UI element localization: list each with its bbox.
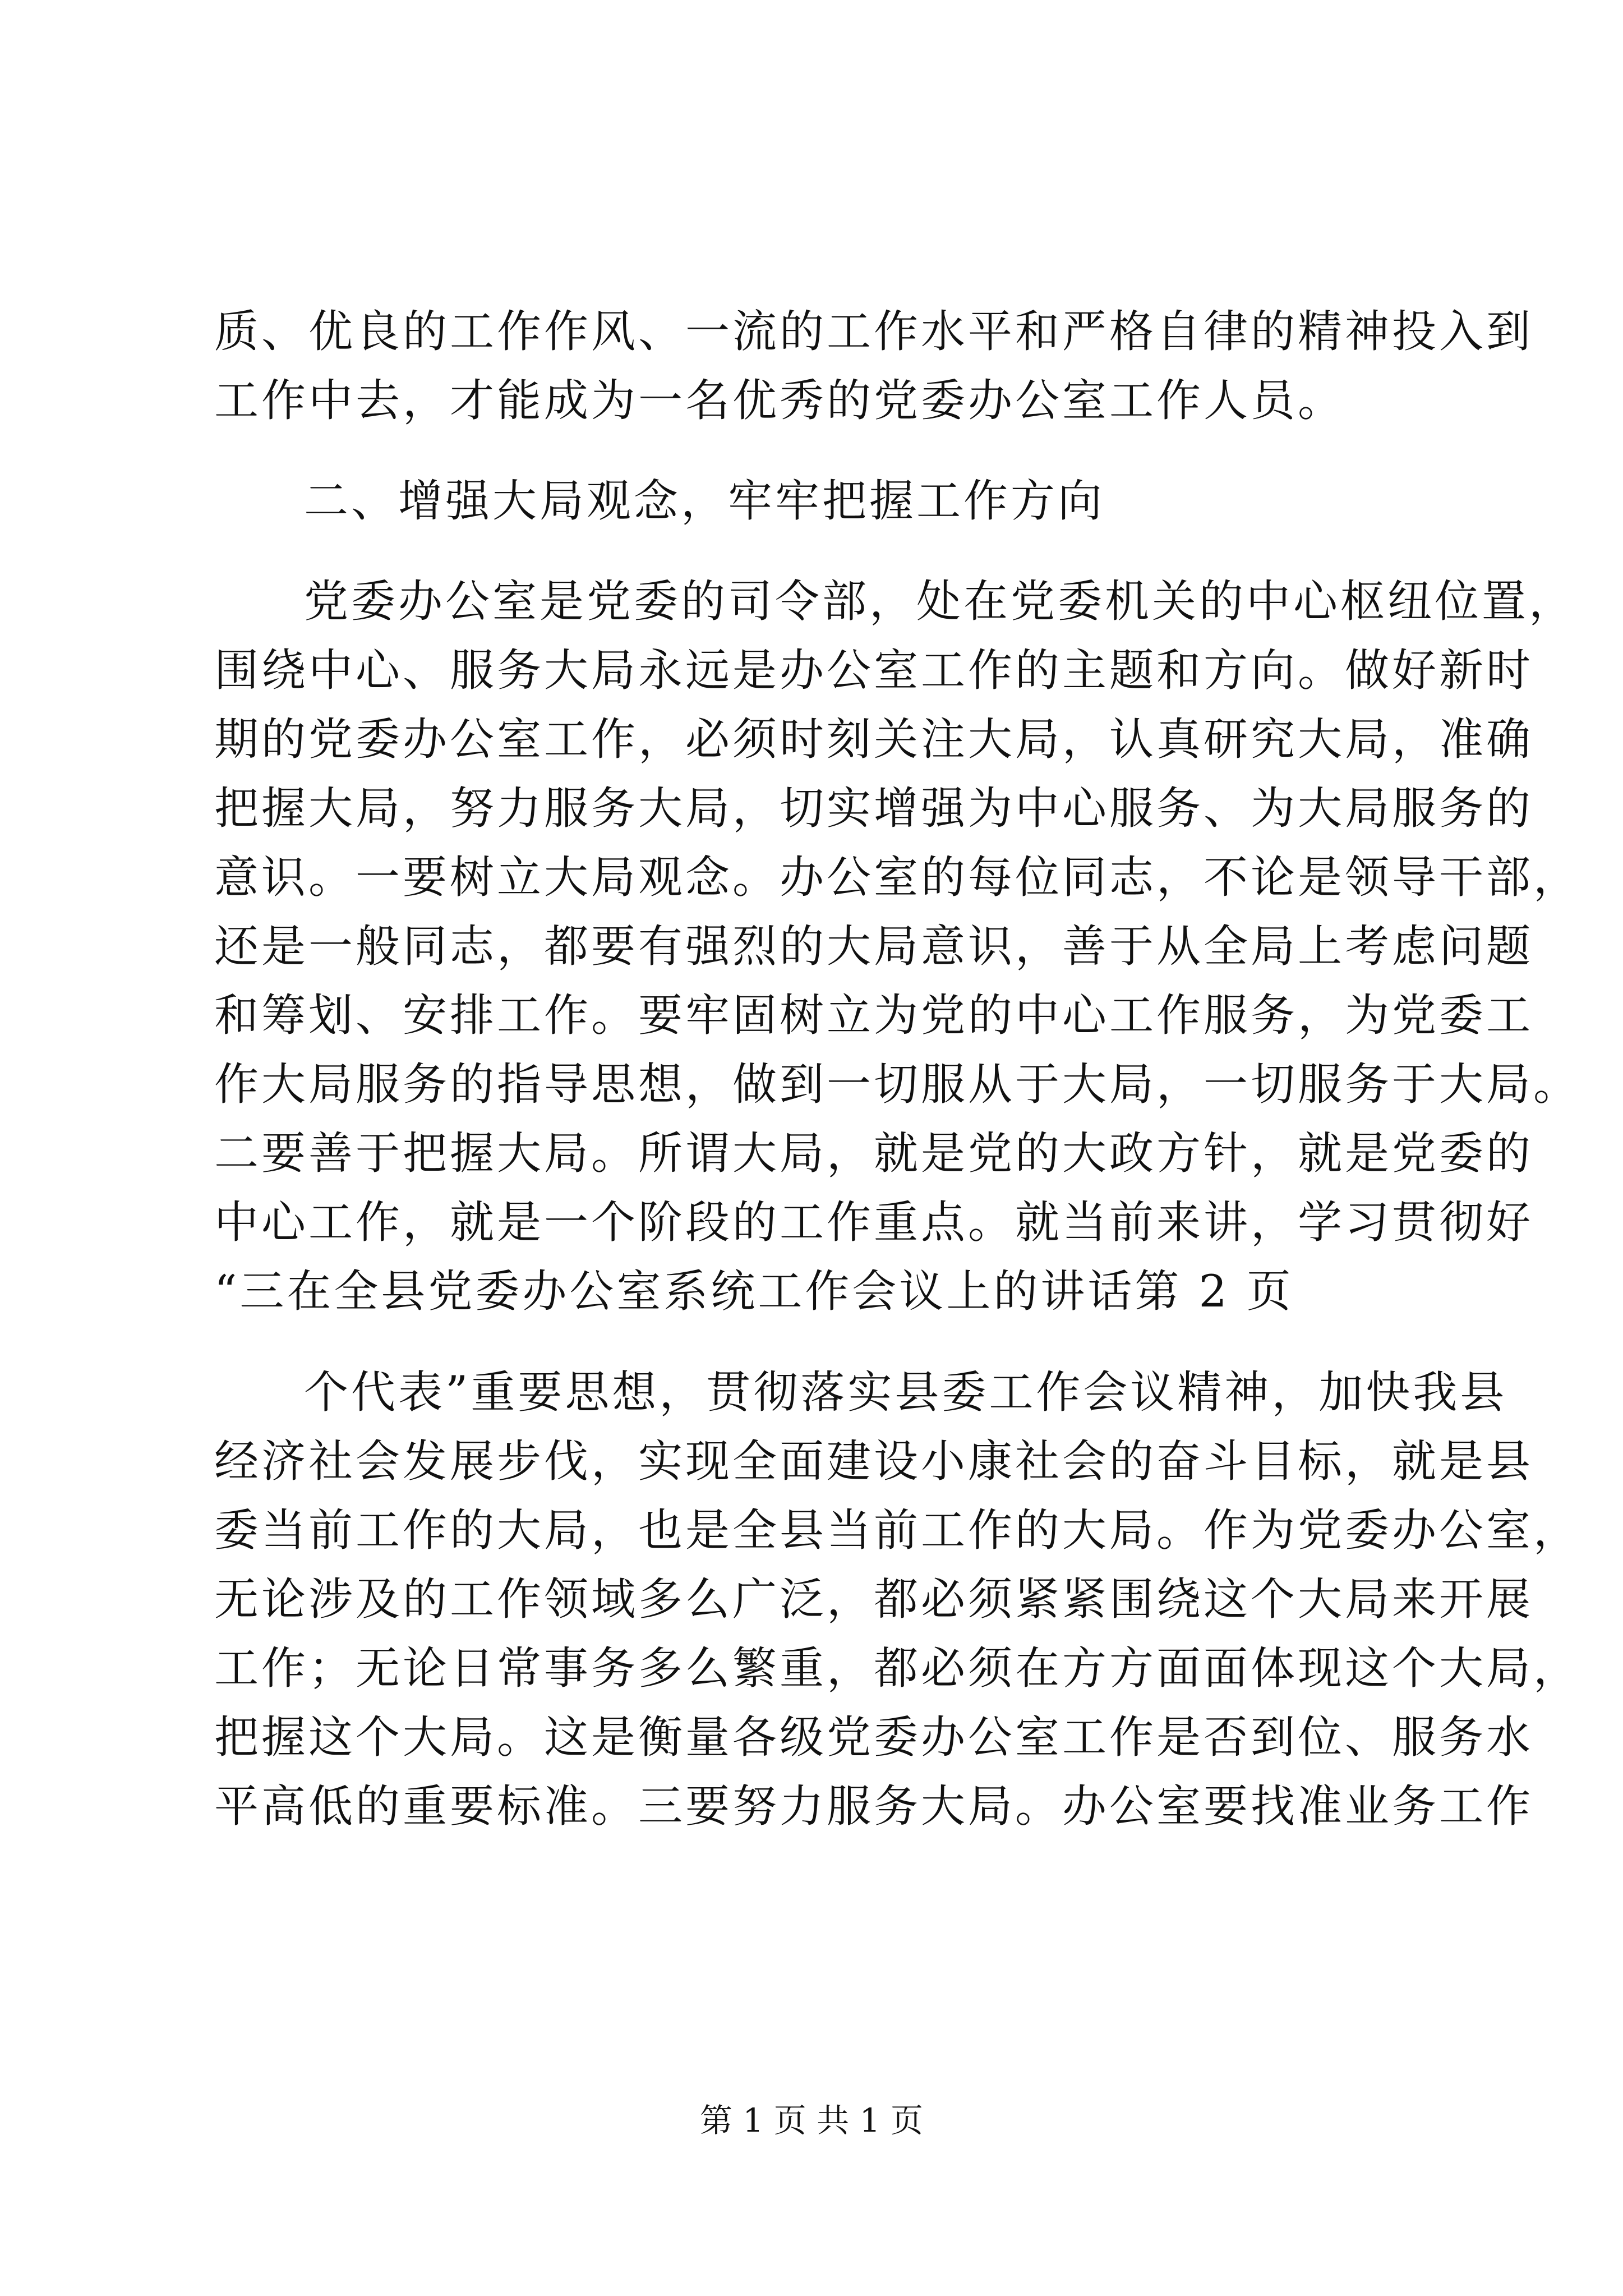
text-line: 委当前工作的大局，也是全县当前工作的大局。作为党委办公室， [214,1504,1580,1556]
text-line: 无论涉及的工作领域多么广泛，都必须紧紧围绕这个大局来开展 [214,1573,1533,1625]
text-line: 和筹划、安排工作。要牢固树立为党的中心工作服务，为党委工 [214,990,1533,1041]
text-line: 还是一般同志，都要有强烈的大局意识，善于从全局上考虑问题 [214,921,1533,972]
text-line: 把握大局，努力服务大局，切实增强为中心服务、为大局服务的 [214,783,1533,834]
text-line: 经济社会发展步伐，实现全面建设小康社会的奋斗目标，就是县 [214,1435,1533,1487]
text-line: 工作中去，才能成为一名优秀的党委办公室工作人员。 [214,375,1345,426]
text-line: 二要善于把握大局。所谓大局，就是党的大政方针，就是党委的 [214,1128,1533,1179]
text-line: 把握这个大局。这是衡量各级党委办公室工作是否到位、服务水 [214,1711,1533,1763]
text-line: 工作；无论日常事务多么繁重，都必须在方方面面体现这个大局， [214,1642,1580,1694]
text-line: 期的党委办公室工作，必须时刻关注大局，认真研究大局，准确 [214,714,1533,765]
text-line: 意识。一要树立大局观念。办公室的每位同志，不论是领导干部， [214,852,1580,903]
text-line: 党委办公室是党委的司令部，处在党委机关的中心枢纽位置， [304,576,1576,627]
section-heading: 二、增强大局观念，牢牢把握工作方向 [304,475,1105,527]
text-line: 中心工作，就是一个阶段的工作重点。就当前来讲，学习贯彻好 [214,1197,1533,1248]
page-footer: 第 1 页 共 1 页 [700,2101,923,2139]
text-line: 个代表”重要思想，贯彻落实县委工作会议精神，加快我县 [304,1366,1507,1418]
text-line: 作大局服务的指导思想，做到一切服从于大局，一切服务于大局。 [214,1059,1580,1110]
text-line: 平高低的重要标准。三要努力服务大局。办公室要找准业务工作 [214,1780,1533,1832]
text-line: “三在全县党委办公室系统工作会议上的讲话第 2 页 [214,1266,1294,1317]
text-line: 质、优良的工作作风、一流的工作水平和严格自律的精神投入到 [214,306,1533,357]
text-line: 围绕中心、服务大局永远是办公室工作的主题和方向。做好新时 [214,645,1533,696]
